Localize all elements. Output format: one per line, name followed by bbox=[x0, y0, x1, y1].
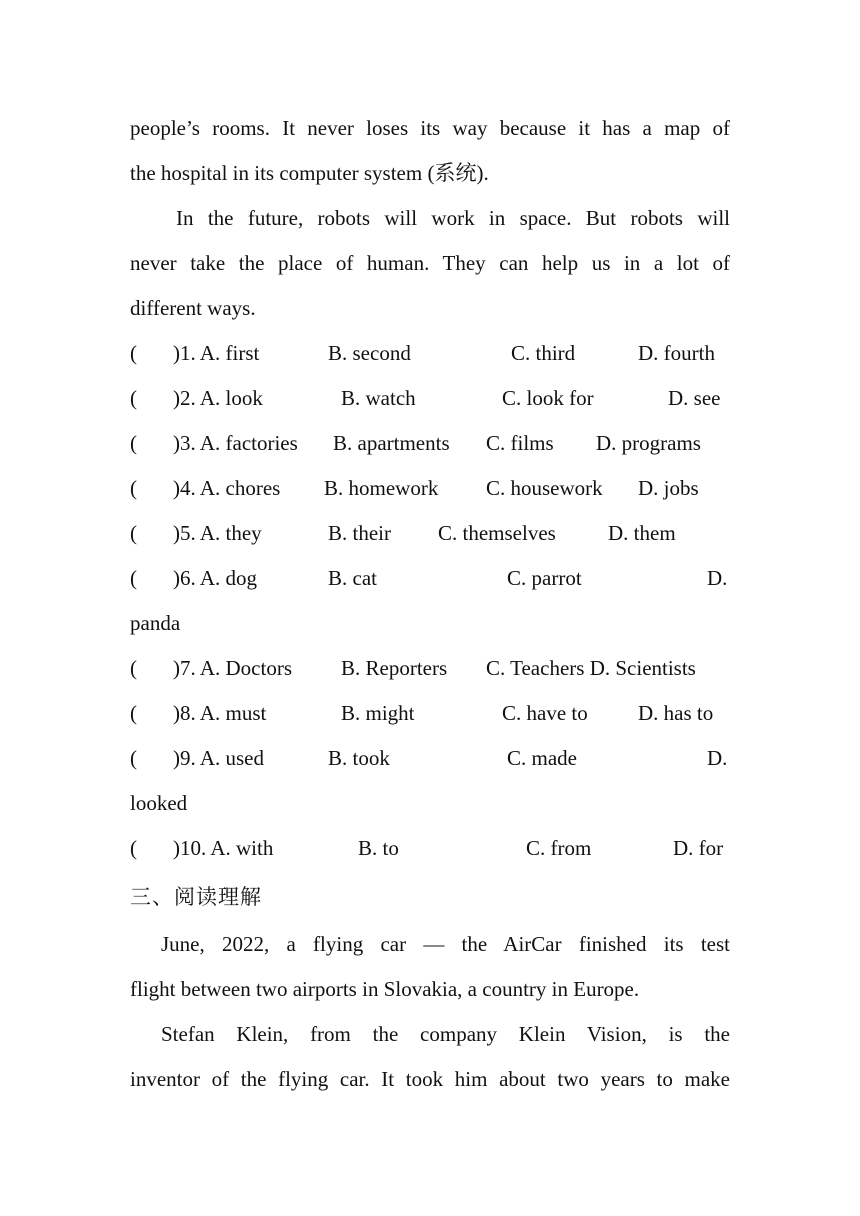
option-d: D. fourth bbox=[638, 341, 715, 365]
reading-line-4: inventor of the flying car. It took him about two years to make bbox=[130, 1067, 730, 1091]
option-d: D. for bbox=[673, 836, 724, 860]
answer-paren[interactable]: ( bbox=[130, 386, 137, 410]
question-6-wrap: panda bbox=[130, 611, 181, 635]
option-c: C. from bbox=[526, 836, 592, 860]
option-c: C. housework bbox=[486, 476, 603, 500]
option-d: D. has to bbox=[638, 701, 714, 725]
question-8 bbox=[130, 698, 750, 728]
section-heading: 三、阅读理解 bbox=[130, 885, 262, 909]
question-4 bbox=[130, 473, 750, 503]
option-a: )6. A. dog bbox=[173, 566, 257, 590]
option-a: )8. A. must bbox=[173, 701, 267, 725]
answer-paren[interactable]: ( bbox=[130, 836, 137, 860]
answer-paren[interactable]: ( bbox=[130, 746, 137, 770]
option-c: C. themselves bbox=[438, 521, 556, 545]
question-7 bbox=[130, 653, 750, 683]
option-a: )1. A. first bbox=[173, 341, 260, 365]
option-b: B. their bbox=[328, 521, 391, 545]
reading-line-3: Stefan Klein, from the company Klein Vision, is the bbox=[161, 1022, 730, 1046]
option-b: B. took bbox=[328, 746, 390, 770]
option-b: B. Reporters bbox=[341, 656, 448, 680]
question-6 bbox=[130, 563, 750, 593]
option-a: )7. A. Doctors bbox=[173, 656, 292, 680]
option-b: B. might bbox=[341, 701, 415, 725]
answer-paren[interactable]: ( bbox=[130, 566, 137, 590]
option-d: D. bbox=[707, 566, 728, 590]
question-9-wrap: looked bbox=[130, 791, 188, 815]
question-5 bbox=[130, 518, 750, 548]
option-c: C. have to bbox=[502, 701, 588, 725]
reading-line-1: June, 2022, a flying car — the AirCar finished its test bbox=[161, 932, 730, 956]
option-a: )5. A. they bbox=[173, 521, 262, 545]
option-b: B. cat bbox=[328, 566, 377, 590]
answer-paren[interactable]: ( bbox=[130, 521, 137, 545]
answer-paren[interactable]: ( bbox=[130, 341, 137, 365]
option-a: )2. A. look bbox=[173, 386, 263, 410]
option-b: B. watch bbox=[341, 386, 416, 410]
option-b: B. homework bbox=[324, 476, 439, 500]
option-c: C. parrot bbox=[507, 566, 582, 590]
option-d: D. see bbox=[668, 386, 721, 410]
option-b: B. second bbox=[328, 341, 411, 365]
answer-paren[interactable]: ( bbox=[130, 656, 137, 680]
question-9 bbox=[130, 743, 750, 773]
option-c-d: C. Teachers D. Scientists bbox=[486, 656, 696, 680]
option-c: C. look for bbox=[502, 386, 594, 410]
passage-line-3: In the future, robots will work in space. But robots will bbox=[176, 206, 730, 230]
reading-line-2: flight between two airports in Slovakia, a country in Europe. bbox=[130, 977, 640, 1001]
option-d: D. programs bbox=[596, 431, 701, 455]
option-b: B. apartments bbox=[333, 431, 450, 455]
option-c: C. made bbox=[507, 746, 577, 770]
question-3 bbox=[130, 428, 750, 458]
passage-line-5: different ways. bbox=[130, 296, 256, 320]
option-c: C. films bbox=[486, 431, 554, 455]
passage-line-4: never take the place of human. They can help us in a lot of bbox=[130, 251, 730, 275]
answer-paren[interactable]: ( bbox=[130, 701, 137, 725]
option-b: B. to bbox=[358, 836, 399, 860]
option-a: )9. A. used bbox=[173, 746, 264, 770]
option-d: D. them bbox=[608, 521, 676, 545]
option-a: )10. A. with bbox=[173, 836, 274, 860]
passage-line-2: the hospital in its computer system (系统). bbox=[130, 161, 489, 185]
option-a: )4. A. chores bbox=[173, 476, 281, 500]
option-d: D. jobs bbox=[638, 476, 699, 500]
question-2 bbox=[130, 383, 750, 413]
question-1 bbox=[130, 338, 750, 368]
option-a: )3. A. factories bbox=[173, 431, 298, 455]
question-10 bbox=[130, 833, 750, 863]
passage-line-1: people’s rooms. It never loses its way because it has a map of bbox=[130, 116, 730, 140]
answer-paren[interactable]: ( bbox=[130, 476, 137, 500]
option-d: D. bbox=[707, 746, 728, 770]
answer-paren[interactable]: ( bbox=[130, 431, 137, 455]
option-c: C. third bbox=[511, 341, 576, 365]
